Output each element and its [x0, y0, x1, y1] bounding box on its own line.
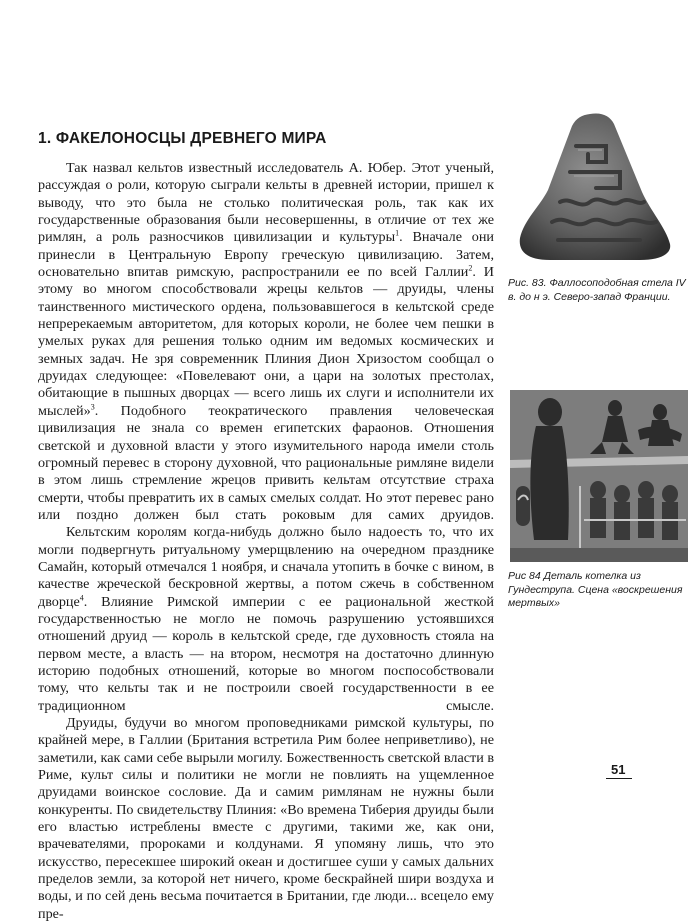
stele-illustration [510, 106, 688, 262]
section-heading: 1. ФАКЕЛОНОСЦЫ ДРЕВНЕГО МИРА [38, 130, 327, 147]
page-number-rule [606, 778, 632, 779]
figure-84-caption: Рис 84 Деталь котелка из Гундеструпа. Сцена «воскрешения мертвых» [508, 570, 683, 609]
footnote-ref-2: 2 [468, 263, 473, 273]
figure-83-caption: Рис. 83. Фаллосоподобная стела IV в. до н э. Северо-запад Франции. [508, 277, 686, 303]
paragraph-1-part-a: Так назвал кельтов известный исследователь А. Юбер. Этот ученый, рассуждая о роли, которую сыграли кельты в древней истории, пришел к выводу, что это была не столько политическая роль, так как их государственные образования были несовершенны, в отличие от тех же римлян, а роль разносчиков цивилизации и культуры [38, 160, 494, 246]
footnote-ref-4: 4 [79, 592, 84, 602]
figure-83-stele-photo [510, 106, 688, 262]
paragraph-3: Друиды, будучи во многом проповедниками римской культуры, по крайней мере, в Галлии (Британия встретила Рим более неприветливо), не заметили, как сами себе вырыли могилу. Божественность светской власти в Риме, культ силы и политики не могли не повлиять на ущемленное друидами воинское сословие. Да и самим римлянам не нужны были конкуренты. По свидетельству Плиния: «Во времена Тиберия друиды были его властью истреблены вместе с другими, такими же, как они, врачевателями, пророками и колдунами. Я упомяну лишь, что это искусство, пересекшее широкий океан и достигшее суши у самых дальних пределов земли, за которой нет ничего, кроме бескрайней шири воздуха и воды, и по сей день весьма почитается в Британии, где люди... всецело ему пре- [38, 715, 494, 922]
page-number: 51 [611, 762, 626, 777]
cauldron-relief-illustration [510, 390, 688, 562]
paragraph-1 [38, 160, 494, 524]
main-text [38, 160, 494, 923]
footnote-ref-1: 1 [395, 228, 400, 238]
paragraph-2-part-a: Кельтским королям когда-нибудь должно было надоесть то, что их могли подвергнуть ритуальному умерщвлению на очередном празднике Самайн, который отмечался 1 ноября, и сначала утопить в бочке с вином, в качестве жреческой бескровной жертвы, а потом сжечь в собственном дворце [38, 524, 494, 610]
paragraph-1-part-b: . Вначале они принесли в Центральную Европу греческую цивилизацию. Затем, основательно впитав римскую, распространили ее по всей Галлии [38, 229, 494, 281]
paragraph-1-part-c: . И этому во многом способствовали жрецы кельтов — друиды, члены таинственного мистического ордена, пользовавшегося в кельтской среде непререкаемым авторитетом, для которых короли, не более чем пешки в умелых руках для решения только одним им ведомых космических и земных задач. Не зря современник Плиния Дион Хризостом сообщал о друидах следующее: «Повелевают они, а цари на золотых престолах, обитающие в пышных дворцах — всего лишь их слуги и исполнители их мыслей» [38, 264, 494, 419]
paragraph-2-part-b: . Влияние Римской империи с ее рациональной жесткой государственностью не могло не помочь разрушению устоявшихся отношений друид — король в кельтской среде, где духовность стояла на первом месте, а власть — на втором, несмотря на достаточно длинную историю подобных отношений, которые во многом поспособствовали тому, что кельты так и не построили своей государственности в ее традиционном смысле. [38, 593, 494, 714]
paragraph-1-part-d: . Подобного теократического правления человеческая цивилизация не знала со времен египетских фараонов. Отношения светской и духовной власти у этого изумительного народа имели столь огромный перевес в сторону духовной, что рациональные римляне видели в этом лишь стремление жрецов привить кельтам отсутствие страха смерти, чтобы превратить их в самых смелых солдат. Но этот перевес рано или поздно должен был стать роковым для самих друидов. [38, 402, 494, 523]
footnote-ref-3: 3 [90, 402, 95, 412]
paragraph-2 [38, 524, 494, 715]
figure-84-cauldron-photo [510, 390, 688, 562]
